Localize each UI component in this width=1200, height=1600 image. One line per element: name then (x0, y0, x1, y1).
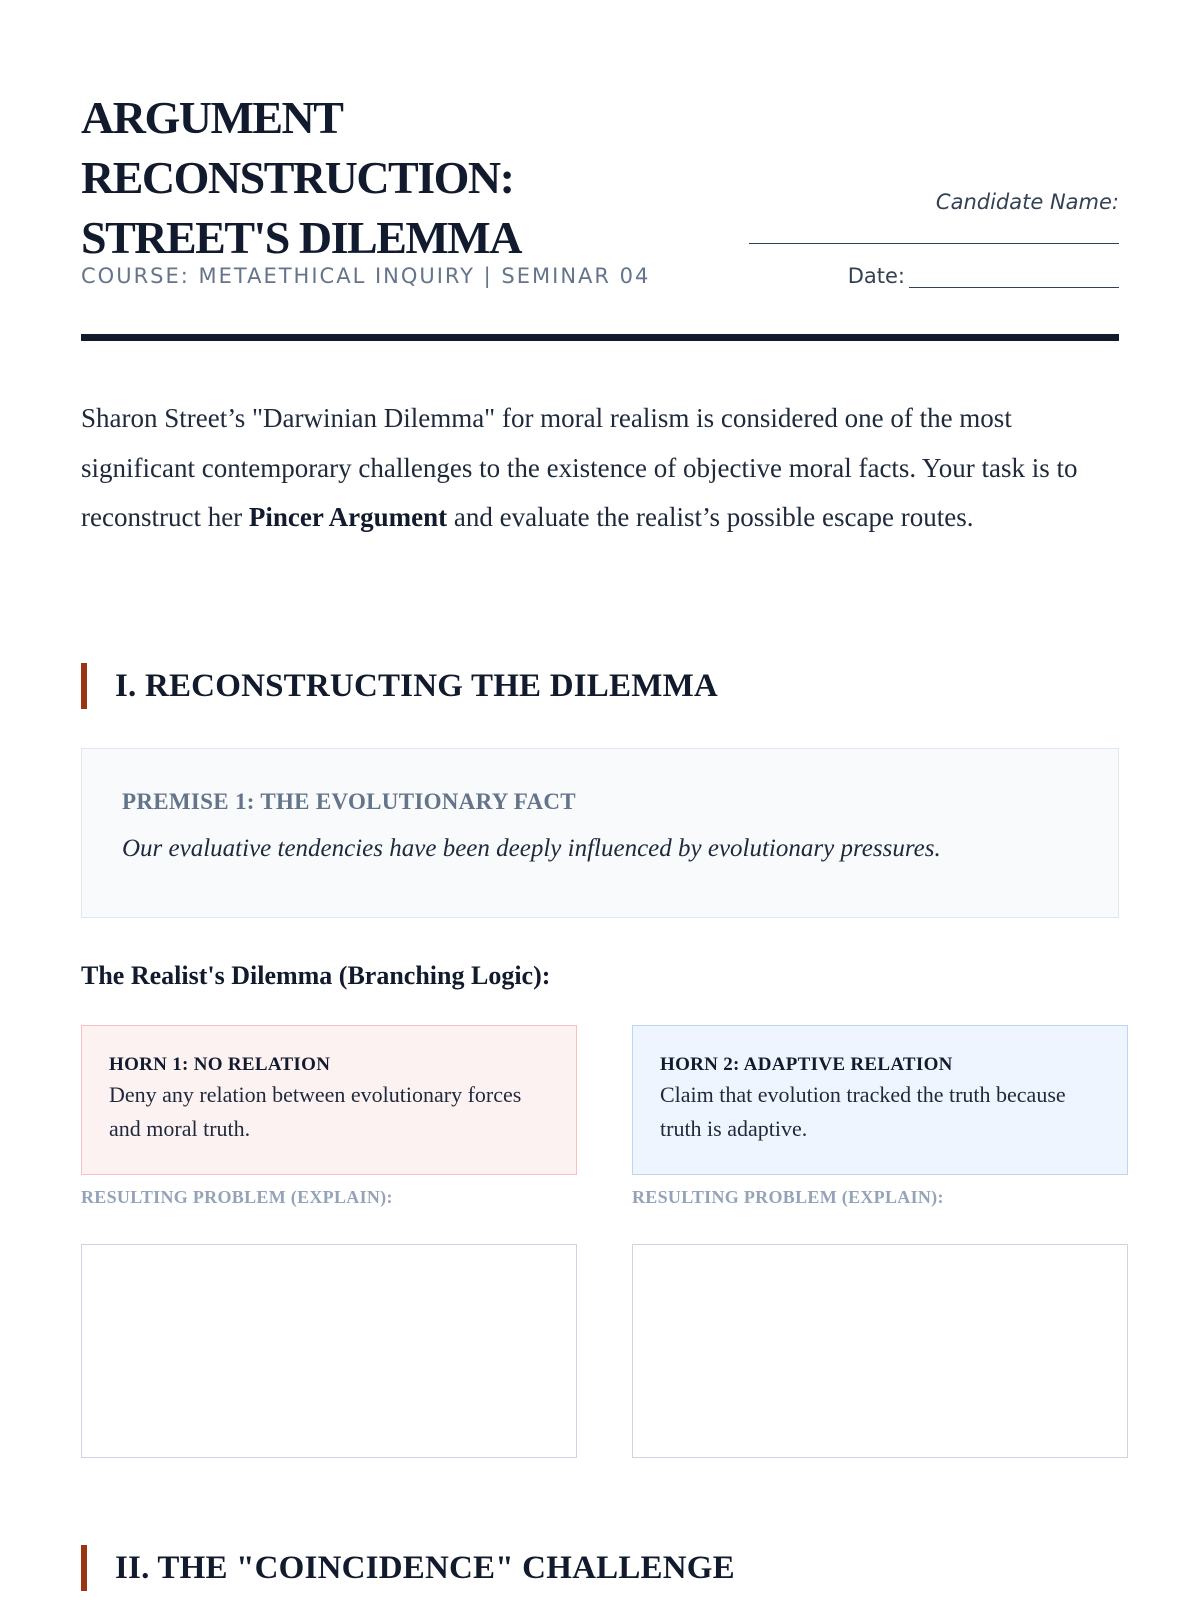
candidate-name-field[interactable] (749, 222, 1119, 244)
date-label: Date: (847, 264, 905, 288)
premise-text: Our evaluative tendencies have been deeply influenced by evolutionary pressures. (122, 835, 941, 862)
title-line-3: STREET'S DILEMMA (81, 212, 521, 263)
section-accent-bar (81, 663, 87, 709)
section-title: II. THE "COINCIDENCE" CHALLENGE (115, 1549, 735, 1586)
intro-text-1: Sharon Street’s "Darwinian Dilemma" for moral realism is considered one of the most significant contemporary challenges to the existence of objective moral facts. Your task is to reconstruct her (81, 403, 1078, 532)
problem-label-horn-2: RESULTING PROBLEM (EXPLAIN): (632, 1187, 944, 1207)
intro-paragraph (81, 394, 1119, 543)
premise-box (81, 748, 1119, 918)
candidate-name-label: Candidate Name: (935, 190, 1119, 214)
horn-1-box (81, 1025, 577, 1175)
horn-text: Deny any relation between evolutionary forces and moral truth. (109, 1082, 522, 1141)
horn-text: Claim that evolution tracked the truth because truth is adaptive. (660, 1082, 1066, 1141)
header-divider (81, 334, 1119, 341)
title-line-1: ARGUMENT (81, 92, 343, 143)
horn-title: HORN 2: ADAPTIVE RELATION (660, 1054, 953, 1075)
section-heading-2 (81, 1545, 1119, 1591)
answer-box-horn-2[interactable] (632, 1244, 1128, 1458)
title-line-2: RECONSTRUCTION: (81, 152, 514, 203)
intro-bold-term: Pincer Argument (248, 502, 448, 532)
horn-2-box (632, 1025, 1128, 1175)
horn-title: HORN 1: NO RELATION (109, 1054, 331, 1075)
date-row (848, 264, 1119, 288)
section-title: I. RECONSTRUCTING THE DILEMMA (115, 667, 718, 704)
document-header (81, 80, 1119, 340)
dilemma-subheading: The Realist's Dilemma (Branching Logic): (81, 961, 551, 990)
intro-text-2: and evaluate the realist’s possible escape routes. (447, 502, 974, 532)
premise-title: PREMISE 1: THE EVOLUTIONARY FACT (122, 789, 576, 814)
page-title (81, 88, 641, 268)
date-field[interactable] (909, 270, 1119, 288)
problem-label-horn-1: RESULTING PROBLEM (EXPLAIN): (81, 1187, 393, 1207)
answer-box-horn-1[interactable] (81, 1244, 577, 1458)
course-subtitle: COURSE: METAETHICAL INQUIRY | SEMINAR 04 (81, 264, 651, 288)
section-accent-bar (81, 1545, 87, 1591)
section-heading-1 (81, 663, 1119, 709)
